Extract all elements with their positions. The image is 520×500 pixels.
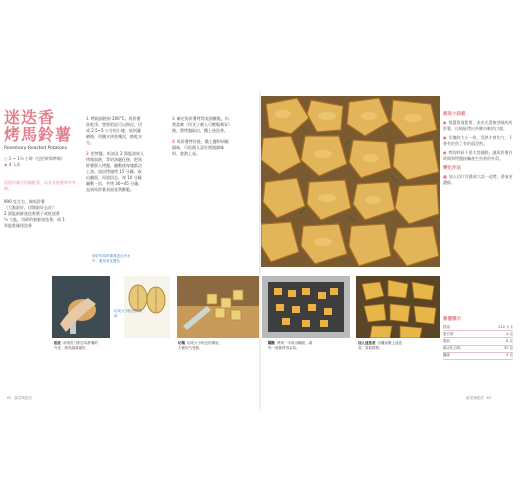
tip-item: ● 挑選質地緊實、表皮光滑無芽眼的馬鈴薯，比較能烤出外酥內軟的口感。 (443, 120, 513, 131)
callout-cut: 切成大小相近的塊狀 (114, 309, 142, 318)
recipe-title: 迷迭香 烤馬鈴薯 (4, 108, 73, 144)
recipe-meta (4, 156, 65, 168)
hero-photo-roasted-potatoes (261, 96, 440, 267)
ingredient-item: （大點最好，切開最好去皮） (4, 205, 56, 210)
steps-column-1 (86, 116, 144, 198)
step-item: 2 把烤盤、奶油及 2 湯匙油放入烤箱加熱，等奶油融化後，把馬鈴薯倒入烤盤，翻動使每塊都沾上油。放回烤箱烤 15 分鐘，取出翻面，再放回去，每 10 分鐘翻動一次，共烤 30~45 分鐘，直到馬鈴薯表面金黃酥脆。 (86, 151, 144, 192)
step-item: 3 確定馬鈴薯烤得表面酥脆，內裡柔軟（用叉子刺入可輕鬆刺穿）後，將烤盤取出，撒上迷迭香。 (172, 116, 230, 133)
serves-icon: ◉ (4, 162, 8, 167)
ingredient-item: 900 克左右，褐馬鈴薯 (4, 199, 45, 204)
ingredient-item: 2 湯匙新鮮迷迭香葉子或乾迷香 (4, 211, 60, 216)
book-spread (0, 91, 520, 409)
footer-right: 蔬菜與配菜 63 (466, 396, 491, 400)
photo-tray (262, 276, 350, 338)
table-row: 脂肪 8 克 (443, 338, 513, 345)
caption-chopping: 切塊 切成大小相近的塊狀，方便均勻受熱。 (178, 341, 222, 350)
step-item: 1 烤箱預熱到 200°C。馬鈴薯洗乾淨，想要的話可以削皮，切成 2.5~5 公分的小塊，放到濾網後，用鹽水沖洗幾次，擦乾水分。 (86, 116, 142, 145)
steps-column-2 (172, 116, 230, 162)
caption-flip: 翻動 烤到一半取出翻面，讓每一面都烤得金黃。 (268, 341, 312, 350)
recipe-intro: 這道份量可用做配菜，以及其他香料多有時。 (4, 180, 76, 191)
tips-sidebar (443, 112, 513, 189)
table-row: 纖維 3 克 (443, 352, 513, 359)
tip-item: ● 切塊時大小一致，受熱才會均勻，不會有的焦了有的還沒熟。 (443, 135, 513, 146)
photo-peeling (52, 276, 110, 338)
recipe-serves: 4 人份 (8, 162, 21, 167)
step-item: 4 馬鈴薯烤好後，撒上鹽和胡椒調味，可依個人喜好增減調味料，趁熱上桌。 (172, 139, 229, 156)
caption-peeling: 削皮 用削皮刀削去馬鈴薯的外皮，削得越薄越好。 (54, 341, 98, 350)
tips-heading: 廚房小訣竅 (443, 112, 466, 117)
nutrition-table (443, 316, 513, 360)
nutrition-heading: 營養標示 (443, 317, 461, 322)
photo-chopping (177, 276, 259, 338)
variation-heading: 變化作法 (443, 166, 461, 171)
table-row: 碳水化合物 32 克 (443, 345, 513, 352)
caption-rosemary: 加入迷迭香 出爐前撒上迷迭香，香氣撲鼻。 (358, 341, 402, 350)
photo-herb-tray (356, 276, 440, 338)
tip-item: ● 烤的時候不要太常翻動，讓馬鈴薯有時間和烤盤接觸產生焦香的外殼。 (443, 150, 513, 161)
callout-soak: 削好的馬鈴薯要泡在冷水中，避免氧化變色 (92, 254, 131, 263)
photo-cut-halves (124, 276, 170, 338)
footer-left: 62 蔬菜與配菜 (7, 396, 32, 400)
ingredient-item: ½ 大匙，切碎的新鮮迷迭香，或 1 茶匙乾燥迷迭香 (4, 217, 65, 228)
clock-icon: ◷ (4, 156, 8, 161)
recipe-subtitle: Rosemary-Roasted Potatoes (4, 146, 68, 151)
recipe-time: 1 ~ 1¼ 小時（包括時間準備） (8, 156, 65, 161)
variation-text: ■ 加入切片洋蔥或大蒜一起烤，香氣更濃郁。 (443, 174, 513, 185)
table-row: 熱量 220 大卡 (443, 324, 513, 331)
table-row: 蛋白質 4 克 (443, 331, 513, 338)
ingredient-list (4, 199, 70, 229)
